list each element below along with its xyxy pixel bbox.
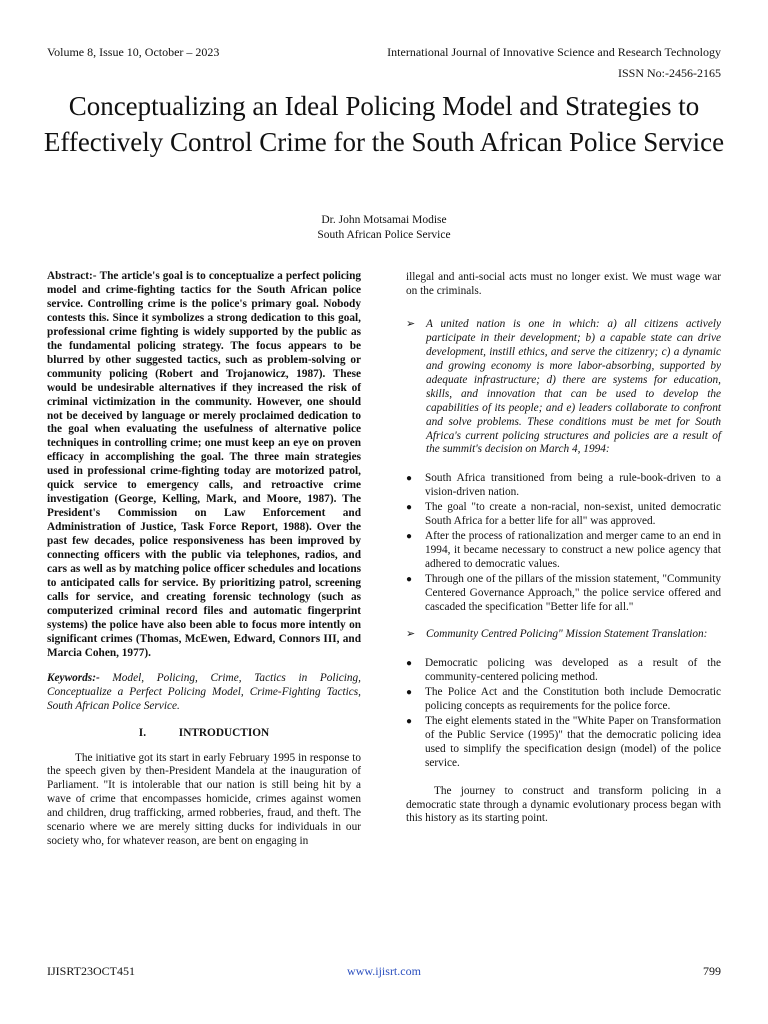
keywords	[47, 672, 361, 714]
arrow-bullet-icon: ➢	[406, 317, 416, 330]
list-item: ● South Africa transitioned from being a rule-book-driven to a vision-driven nation.	[406, 472, 721, 499]
round-bullet-icon: ●	[406, 473, 413, 485]
list-item: ● Through one of the pillars of the mission statement, "Community Centered Governance Approach," the police service offered and cascaded the specification "Better life for all."	[406, 573, 721, 614]
round-bullet-icon: ●	[406, 657, 413, 669]
volume-info: Volume 8, Issue 10, October – 2023	[47, 45, 220, 59]
journal-name: International Journal of Innovative Science and Research Technology	[387, 45, 721, 59]
intro-paragraph: The initiative got its start in early February 1995 in response to the speech given by then-President Mandela at the inauguration of Parliament. "It is intolerable that our nation is still being hit by a wave of crime that encompasses homicide, crimes against women and children, drug trafficking, armed robberies, fraud, and theft. The scenario where we are merely sitting ducks for individuals in our society who, for whatever reason, are bent on engaging in	[47, 751, 361, 848]
abstract	[47, 270, 361, 661]
round-bullet-icon: ●	[406, 502, 413, 514]
section-title: INTRODUCTION	[178, 726, 270, 739]
round-bullet-icon: ●	[406, 531, 413, 543]
round-bullet-icon: ●	[406, 715, 413, 727]
keywords-text: Model, Policing, Crime, Tactics in Policing, Conceptualize a Perfect Policing Model, Crime-Fighting Tactics, South African Police Service.	[47, 671, 361, 712]
abstract-text: The article's goal is to conceptualize a perfect policing model and crime-fighting tactics for the South African police service. Controlling crime is the police's primary goal. Nobody contests this. Since it symbolizes a strong dedication to this goal, professional crime fighting is widely supported by the public as the fundamental policing strategy. The focus appears to be blurred by other suggested tactics, such as problem-solving or community policing (Robert and Trojanowicz, 1987). These would be undesirable alternatives if they increased the risk of criminal victimization in the community. However, one should not be deceived by language or merely proclaimed dedication to the goal when evaluating the usefulness of alternative police techniques in controlling crime; one must keep an eye on proven efficacy in accomplishing the goal. The three main strategies used in professional crime-fighting today are motorized patrol, quick service to emergency calls, and retroactive crime investigation (George, Kelling, Mark, and Moore, 1987). The President's Commission on Law Enforcement and Administration of Justice, Task Force Report, 1988). Over the past few decades, police responsiveness has been improved by connecting officers with the public via telephones, radios, and cars as well as by matching police officer schedules and locations to anticipated calls for service. By prioritizing patrol, screening calls for service, and creating forensic technology (such as computerized criminal record files and automatic fingerprint systems) the police have also been able to focus more intently on significant crimes (Thomas, McEwen, Edward, Connors III, and Marcia Cohen, 1977).	[47, 270, 361, 659]
list-item: ● After the process of rationalization and merger came to an end in 1994, it became necessary to construct a new police agency that adhered to democratic values.	[406, 530, 721, 571]
arrow-list-item	[406, 628, 721, 642]
bullet-list-2	[406, 657, 721, 771]
list-item: ● The eight elements stated in the "White Paper on Transformation of the Public Service (1995)" that the democratic policing idea used to simplify the specification design (model) of the police service.	[406, 714, 721, 769]
website-link[interactable]: www.ijisrt.com	[347, 964, 421, 978]
arrow-item-text: Community Centred Policing" Mission Statement Translation:	[426, 627, 708, 640]
abstract-label: Abstract:-	[47, 270, 97, 282]
author-name: Dr. John Motsamai Modise	[321, 214, 447, 226]
bullet-list-1	[406, 472, 721, 615]
round-bullet-icon: ●	[406, 686, 413, 698]
keywords-label: Keywords:-	[47, 671, 100, 684]
section-heading	[47, 727, 361, 741]
right-column	[406, 271, 721, 826]
list-item: ● The goal "to create a non-racial, non-sexist, united democratic South Africa for a better life for all" was approved.	[406, 501, 721, 528]
list-item: ● The Police Act and the Constitution both include Democratic policing concepts as requirements for the police force.	[406, 685, 721, 712]
paper-id: IJISRT23OCT451	[47, 964, 135, 978]
author-affiliation: South African Police Service	[317, 229, 451, 241]
left-column	[47, 270, 361, 849]
round-bullet-icon: ●	[406, 574, 413, 586]
arrow-item-text: A united nation is one in which: a) all citizens actively participate in their development; b) a capable state can drive development, instill ethics, and serve the citizenry; c) a dynamic and growing economy is more labor-absorbing, supported by adequate infrastructure; d) there are systems for education, skills, and innovation that can be used to develop the capabilities of its people; and e) leaders collaborate to confront and solve problems. These conditions must be met for South Africa's current policing structures and policies are a result of the summit's decision on March 4, 1994:	[426, 317, 721, 456]
closing-paragraph: The journey to construct and transform policing in a democratic state through a dynamic evolutionary process began with this history as its starting point.	[406, 784, 721, 825]
page-number: 799	[703, 964, 721, 978]
continuation-paragraph: illegal and anti-social acts must no longer exist. We must wage war on the criminals.	[406, 271, 721, 297]
list-item: ● Democratic policing was developed as a result of the community-centered policing method.	[406, 656, 721, 683]
arrow-bullet-icon: ➢	[406, 627, 416, 640]
paper-title: Conceptualizing an Ideal Policing Model and Strategies to Effectively Control Crime for the South African Police Service	[43, 91, 725, 157]
issn: ISSN No:-2456-2165	[617, 66, 721, 80]
section-number: I.	[138, 726, 147, 739]
arrow-list-item	[406, 318, 721, 458]
